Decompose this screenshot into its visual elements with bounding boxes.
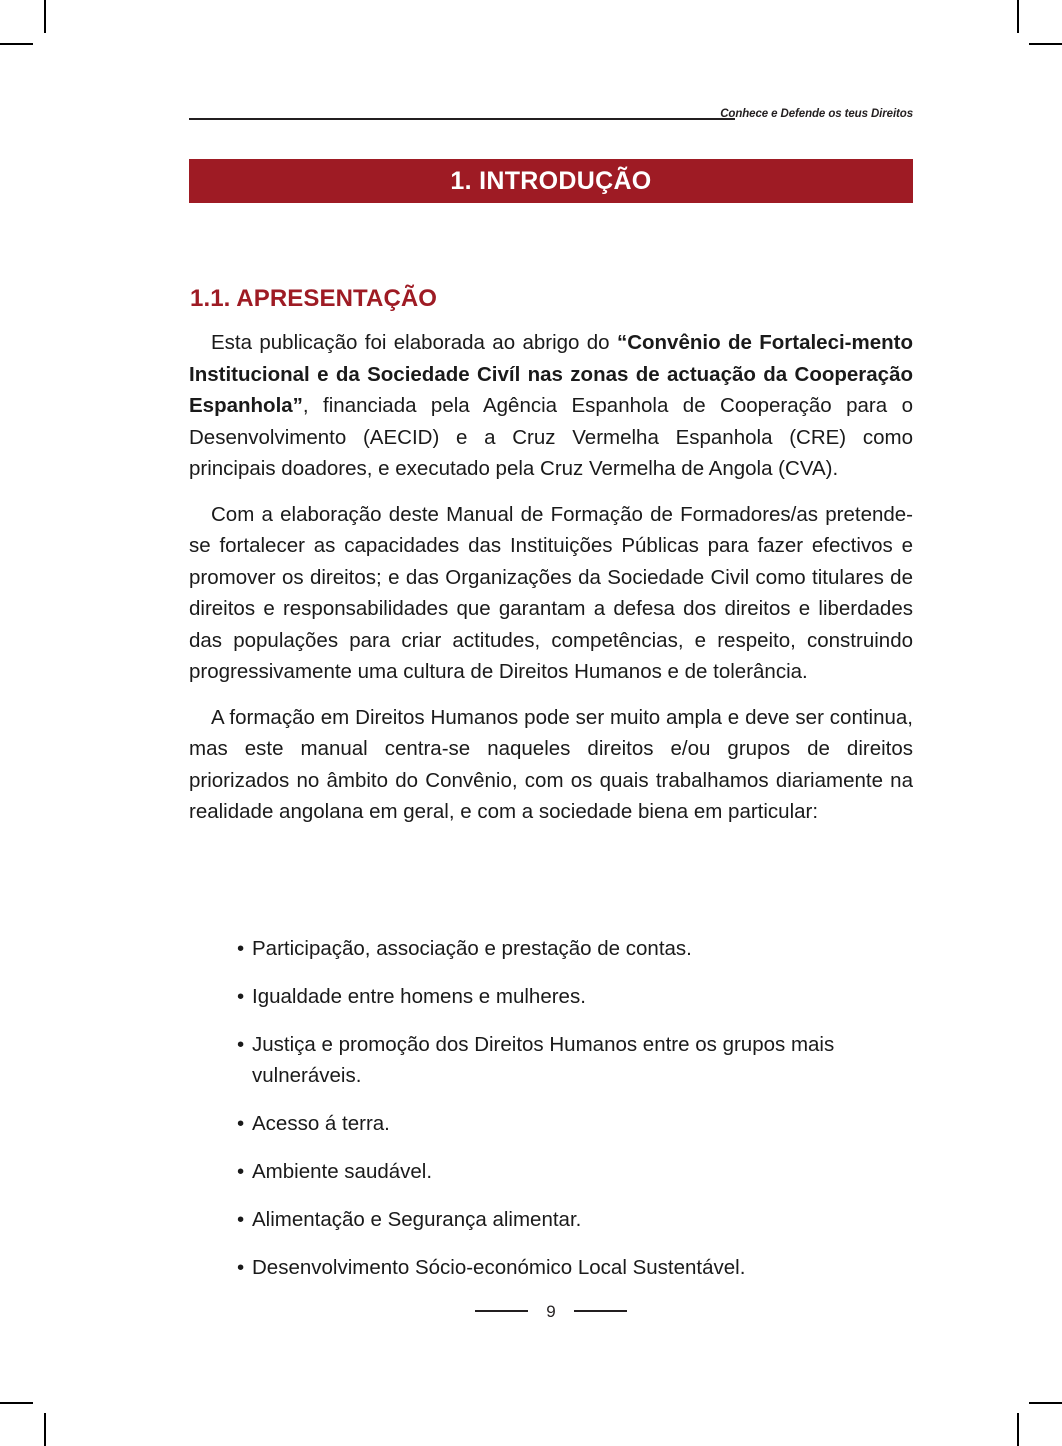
list-item: [189, 1156, 913, 1187]
chapter-banner: [189, 159, 913, 203]
section-heading: 1.1. APRESENTAÇÃO: [190, 284, 438, 312]
page-content: [189, 0, 913, 1446]
text-run: Esta publicação foi elaborada ao abrigo do: [211, 331, 617, 354]
crop-mark-bottom-left-vertical: [44, 1413, 46, 1446]
list-item: [189, 1029, 913, 1091]
emphasis-run: “Convênio de Fortaleci-mento Institucional e da Sociedade Civíl nas zonas de actuação da Cooperação Espanhola”: [189, 331, 913, 417]
bullet-icon: •: [237, 1160, 245, 1183]
page-number: 9: [546, 1301, 556, 1321]
list-item: [189, 1252, 913, 1283]
chapter-title: 1. INTRODUÇÃO: [450, 166, 652, 195]
folio-rule-right: [574, 1310, 627, 1312]
text-run: , financiada pela Agência Espanhola de Cooperação para o Desenvolvimento (AECID) e a Cruz Vermelha Espanhola (CRE) como principais doadores, e executado pela Cruz Vermelha de Angola (CVA).: [189, 394, 913, 480]
bullet-icon: •: [237, 937, 245, 960]
list-item: [189, 933, 913, 964]
list-item-label: Desenvolvimento Sócio-económico Local Sustentável.: [252, 1256, 746, 1279]
list-item: [189, 1108, 913, 1139]
bullet-icon: •: [237, 1033, 245, 1056]
bullet-icon: •: [237, 985, 245, 1008]
crop-mark-top-left-horizontal: [0, 43, 33, 45]
list-item: [189, 1204, 913, 1235]
paragraph: [189, 499, 913, 688]
crop-mark-top-left-vertical: [44, 0, 46, 33]
priority-rights-list: [189, 933, 913, 1283]
running-header-text: Conhece e Defende os teus Direitos: [720, 108, 913, 120]
crop-mark-bottom-right-vertical: [1017, 1413, 1019, 1446]
list-item-label: Participação, associação e prestação de contas.: [252, 937, 692, 960]
list-item-label: Ambiente saudável.: [252, 1160, 433, 1183]
text-run: A formação em Direitos Humanos pode ser muito ampla e deve ser continua, mas este manual centra-se naqueles direitos e/ou grupos de direitos priorizados no âmbito do Convênio, com os quais trabalhamos diariamente na realidade angolana em geral, e com a sociedade biena em particular:: [189, 705, 913, 823]
list-item-label: Alimentação e Segurança alimentar.: [252, 1208, 582, 1231]
running-header-rule: [189, 118, 735, 120]
crop-mark-top-right-horizontal: [1029, 43, 1062, 45]
list-item-label: Justiça e promoção dos Direitos Humanos entre os grupos mais vulneráveis.: [252, 1033, 835, 1087]
list-item: [189, 981, 913, 1012]
body-text: [189, 327, 913, 828]
bullet-icon: •: [237, 1208, 245, 1231]
running-header: [189, 108, 913, 130]
list-item-label: Acesso á terra.: [252, 1112, 390, 1135]
list-item-label: Igualdade entre homens e mulheres.: [252, 985, 586, 1008]
folio-rule-left: [475, 1310, 528, 1312]
crop-mark-top-right-vertical: [1017, 0, 1019, 33]
crop-mark-bottom-right-horizontal: [1029, 1402, 1062, 1404]
page-footer: [189, 1299, 913, 1323]
bullet-icon: •: [237, 1112, 245, 1135]
bullet-icon: •: [237, 1256, 245, 1279]
crop-mark-bottom-left-horizontal: [0, 1402, 33, 1404]
text-run: Com a elaboração deste Manual de Formação de Formadores/as pretende-se fortalecer as capacidades das Instituições Públicas para fazer efectivos e promover os direitos; e das Organizações da Sociedade Civil como titulares de direitos e responsabilidades que garantam a defesa dos direitos e liberdades das populações para criar actitudes, competências, e respeito, construindo progressivamente uma cultura de Direitos Humanos e de tolerância.: [189, 502, 913, 683]
paragraph: [189, 702, 913, 828]
paragraph: [189, 327, 913, 485]
